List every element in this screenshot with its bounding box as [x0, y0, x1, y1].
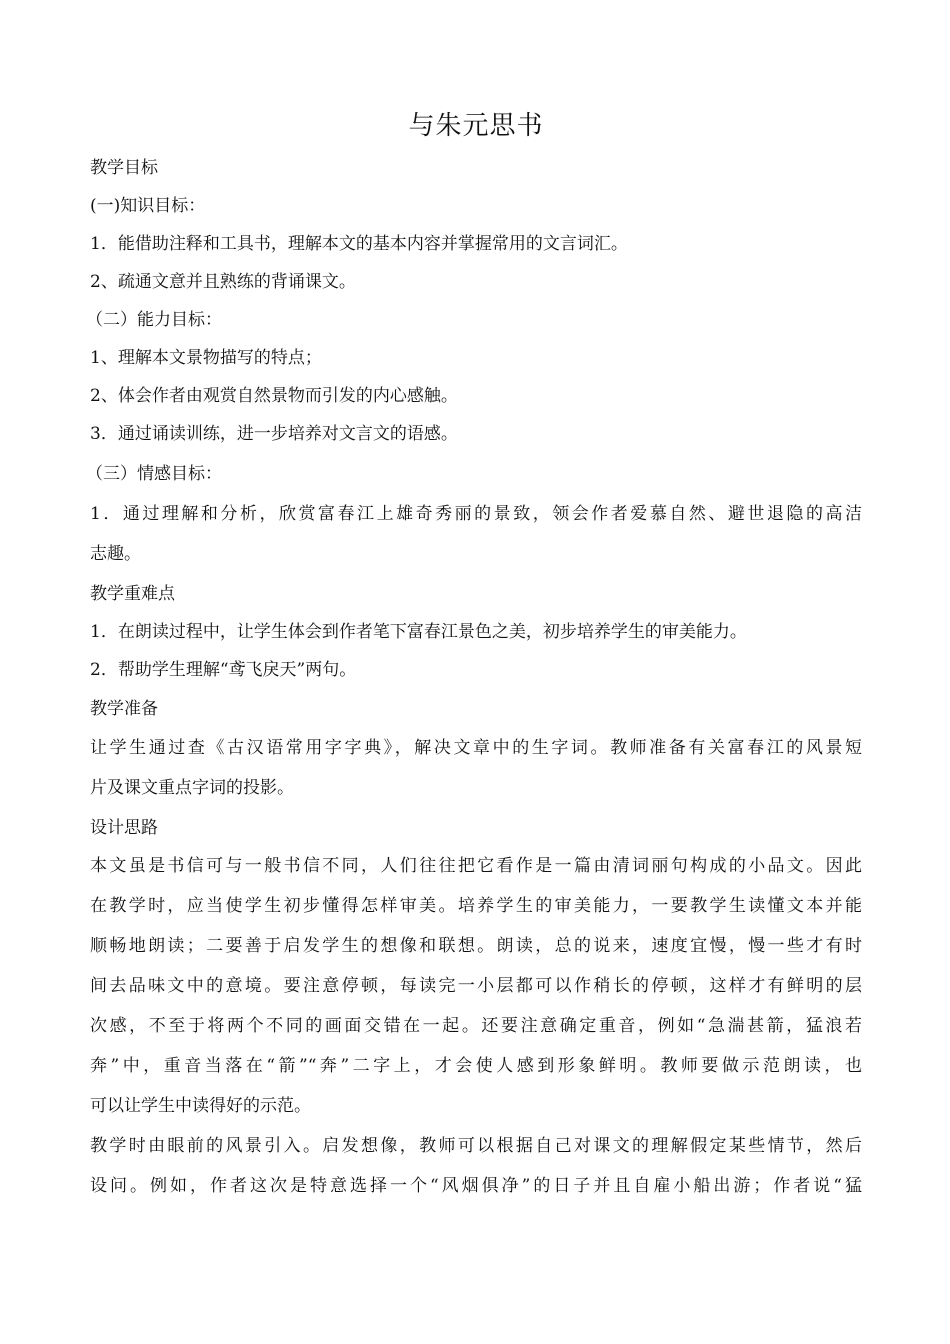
- text-line: 设问。例如，作者这次是特意选择一个“风烟俱净”的日子并且自雇小船出游；作者说“猛: [90, 1176, 862, 1196]
- document-title: 与朱元思书: [408, 111, 544, 141]
- text-line: 1．通过理解和分析，欣赏富春江上雄奇秀丽的景致，领会作者爱慕自然、避世退隐的高洁: [90, 504, 862, 524]
- heading-teaching-preparation: 教学准备: [90, 699, 158, 719]
- subheading-emotion-goals: （三）情感目标：: [86, 464, 222, 484]
- heading-teaching-goals: 教学目标: [90, 158, 158, 178]
- text-line: 志趣。: [90, 544, 141, 564]
- subheading-ability-goals: （二）能力目标：: [86, 310, 222, 330]
- text-line: 顺畅地朗读；二要善于启发学生的想像和联想。朗读，总的说来，速度宜慢，慢一些才有时: [90, 936, 862, 956]
- text-line: 可以让学生中读得好的示范。: [90, 1096, 311, 1116]
- text-line: 教学时由眼前的风景引入。启发想像，教师可以根据自己对课文的理解假定某些情节，然后: [90, 1136, 862, 1156]
- text-line: 次感，不至于将两个不同的画面交错在一起。还要注意确定重音，例如“急湍甚箭，猛浪若: [90, 1016, 862, 1036]
- heading-key-difficulties: 教学重难点: [90, 584, 175, 604]
- text-line: 让学生通过查《古汉语常用字字典》，解决文章中的生字词。教师准备有关富春江的风景短: [90, 738, 862, 758]
- text-line: 奔”中，重音当落在“箭”“奔”二字上，才会使人感到形象鲜明。教师要做示范朗读，也: [90, 1056, 862, 1076]
- text-line: 1、理解本文景物描写的特点；: [90, 348, 322, 368]
- text-line: 2、疏通文意并且熟练的背诵课文。: [90, 272, 356, 292]
- heading-design-ideas: 设计思路: [90, 818, 158, 838]
- text-line: 本文虽是书信可与一般书信不同，人们往往把它看作是一篇由清词丽句构成的小品文。因此: [90, 856, 862, 876]
- text-line: 3．通过诵读训练，进一步培养对文言文的语感。: [90, 424, 458, 444]
- text-line: 2．帮助学生理解“鸢飞戾天”两句。: [90, 660, 357, 680]
- text-line: 1．能借助注释和工具书，理解本文的基本内容并掌握常用的文言词汇。: [90, 234, 628, 254]
- text-line: 2、体会作者由观赏自然景物而引发的内心感触。: [90, 386, 458, 406]
- subheading-knowledge-goals: (一)知识目标：: [90, 196, 206, 216]
- text-line: 间去品味文中的意境。要注意停顿，每读完一小层都可以作稍长的停顿，这样才有鲜明的层: [90, 976, 862, 996]
- text-line: 在教学时，应当使学生初步懂得怎样审美。培养学生的审美能力，一要教学生读懂文本并能: [90, 896, 862, 916]
- text-line: 片及课文重点字词的投影。: [90, 778, 294, 798]
- text-line: 1．在朗读过程中，让学生体会到作者笔下富春江景色之美，初步培养学生的审美能力。: [90, 622, 747, 642]
